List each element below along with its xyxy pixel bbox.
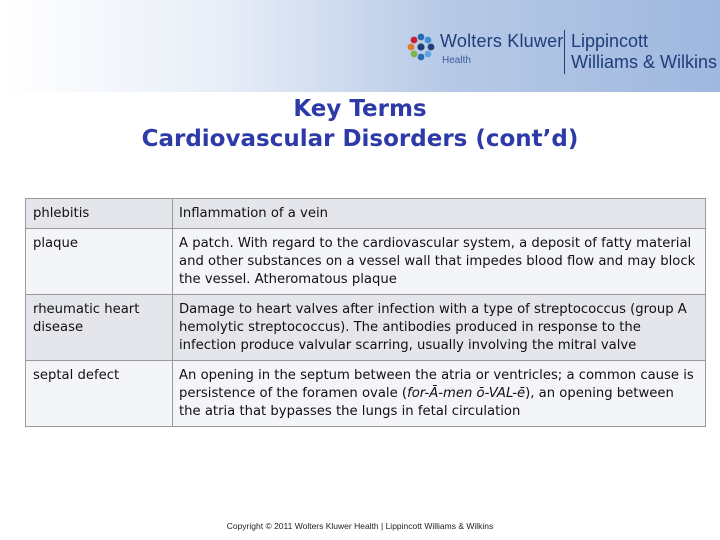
slide-title-line-1: Key Terms bbox=[293, 96, 427, 122]
term-cell: phlebitis bbox=[26, 199, 173, 229]
copyright-footer: Copyright © 2011 Wolters Kluwer Health | Lippincott Williams & Wilkins bbox=[226, 521, 494, 531]
publisher-line-2: Williams & Wilkins bbox=[571, 52, 717, 72]
brand-sub: Health bbox=[442, 55, 471, 66]
table-row bbox=[26, 229, 706, 295]
key-terms-table bbox=[25, 198, 706, 427]
definition-cell: Damage to heart valves after infection with a type of streptococcus (group A hemolytic streptococcus). The antibodies produced in response to the infection produce valvular scarring, usually involving the mitral valve bbox=[173, 295, 706, 361]
publisher-line-1: Lippincott bbox=[571, 31, 649, 51]
definition-text: ), an opening between the atria that bypasses the lungs in fetal circulation bbox=[179, 386, 674, 419]
slide-title bbox=[0, 94, 720, 154]
logo-divider bbox=[564, 30, 565, 74]
publisher-logo bbox=[406, 28, 716, 78]
brand-name: Wolters Kluwer bbox=[440, 31, 564, 51]
term-cell: rheumatic heart disease bbox=[26, 295, 173, 361]
publisher-name bbox=[571, 31, 717, 73]
slide-title-line-2: Cardiovascular Disorders (cont’d) bbox=[141, 126, 579, 152]
definition-cell: A patch. With regard to the cardiovascular system, a deposit of fatty material and other substances on a vessel wall that impedes blood flow and may block the vessel. Atheromatous plaque bbox=[173, 229, 706, 295]
term-cell: septal defect bbox=[26, 361, 173, 427]
pronunciation: for-Ā-men ō-VAL-ē bbox=[407, 386, 526, 401]
wolters-kluwer-logo-icon bbox=[406, 32, 436, 62]
table-row bbox=[26, 361, 706, 427]
definition-cell bbox=[173, 361, 706, 427]
term-cell: plaque bbox=[26, 229, 173, 295]
definition-text: An opening in the septum between the atria or ventricles; a common cause is persistence of the foramen ovale ( bbox=[179, 368, 694, 401]
table-row bbox=[26, 295, 706, 361]
table-row bbox=[26, 199, 706, 229]
definition-cell: Inflammation of a vein bbox=[173, 199, 706, 229]
